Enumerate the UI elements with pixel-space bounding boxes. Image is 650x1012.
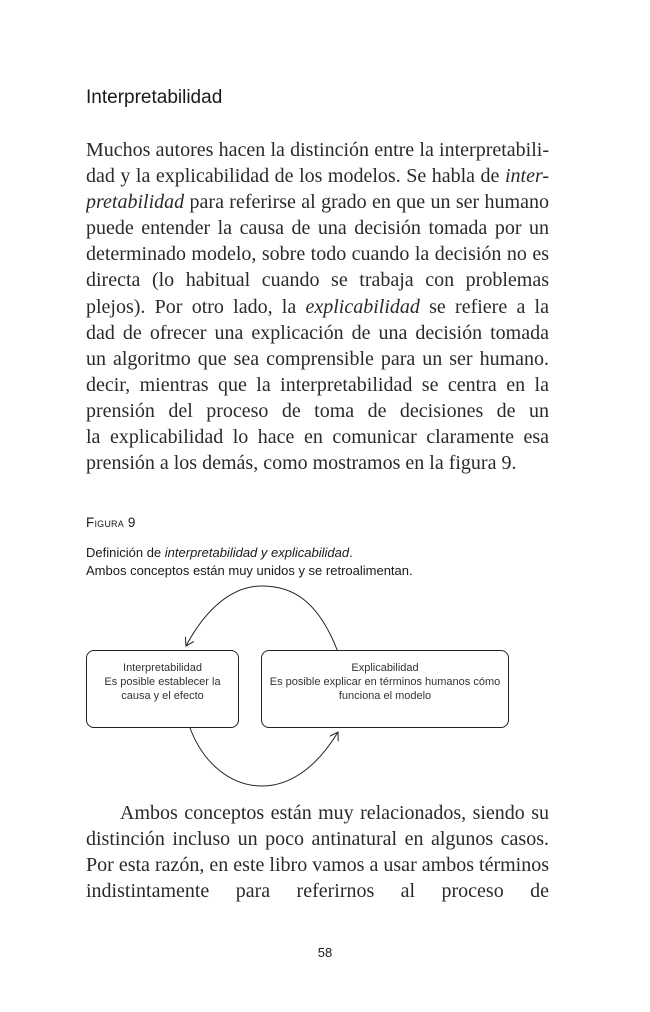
body-paragraph-2 [86,800,549,904]
text-line: puede entender la causa de una decisión tomada por un [86,217,549,240]
section-heading: Interpretabilidad [86,87,223,108]
text-line: dad y la explicabilidad de los modelos. Se habla de inter- [86,165,549,188]
figure-caption-italic: interpretabilidad y explicabilidad [164,545,350,560]
interpretability-desc-1: Es posible establecer la [104,676,221,688]
bottom-cycle-arrow [190,728,338,786]
text-line: directa (lo habitual cuando se trabaja con problemas [86,269,549,292]
text-line: pretabilidad para referirse al grado en que un ser humano [86,191,549,214]
figure-caption-line-1: Definición de interpretabilidad y explicabilidad. [86,545,353,560]
text-line: Ambos conceptos están muy relacionados, siendo su [120,802,549,824]
text-line: Por esta razón, en este libro vamos a usar ambos términos [86,854,549,877]
text-line: un algoritmo que sea comprensible para un ser humano. [86,347,549,370]
top-cycle-arrow [186,586,338,652]
explainability-title: Explicabilidad [351,662,419,674]
text-line: prensión del proceso de toma de decisiones de un [86,399,549,422]
figure-label: Figura 9 [86,515,136,530]
explainability-box [261,650,509,728]
italic-term: pretabilidad [86,191,185,214]
interpretability-desc-2: causa y el efecto [121,690,204,702]
text-line: distinción incluso un poco antinatural en algunos casos. [86,828,549,851]
text-line: la explicabilidad lo hace en comunicar claramente esa [86,426,549,449]
text-line: plejos). Por otro lado, la explicabilidad se refiere a la [86,295,549,318]
text-line: decir, mientras que la interpretabilidad se centra en la [86,373,549,396]
italic-term: explicabilidad [305,295,420,318]
page-number: 58 [317,945,333,960]
interpretability-title: Interpretabilidad [123,662,202,674]
figure-caption-line-2: Ambos conceptos están muy unidos y se retroalimentan. [86,563,413,578]
text-line: prensión a los demás, como mostramos en la figura 9. [86,452,517,475]
interpretability-box [86,650,239,728]
text-line: dad de ofrecer una explicación de una decisión tomada [86,321,549,344]
text-line: Muchos autores hacen la distinción entre la interpretabili- [86,139,549,161]
text-line: indistintamente para referirnos al proceso de [86,880,549,903]
italic-term: inter- [504,165,549,188]
text-line: determinado modelo, sobre todo cuando la decisión no es [86,243,549,266]
explainability-desc-1: Es posible explicar en términos humanos cómo [269,676,501,688]
explainability-desc-2: funciona el modelo [338,690,432,702]
